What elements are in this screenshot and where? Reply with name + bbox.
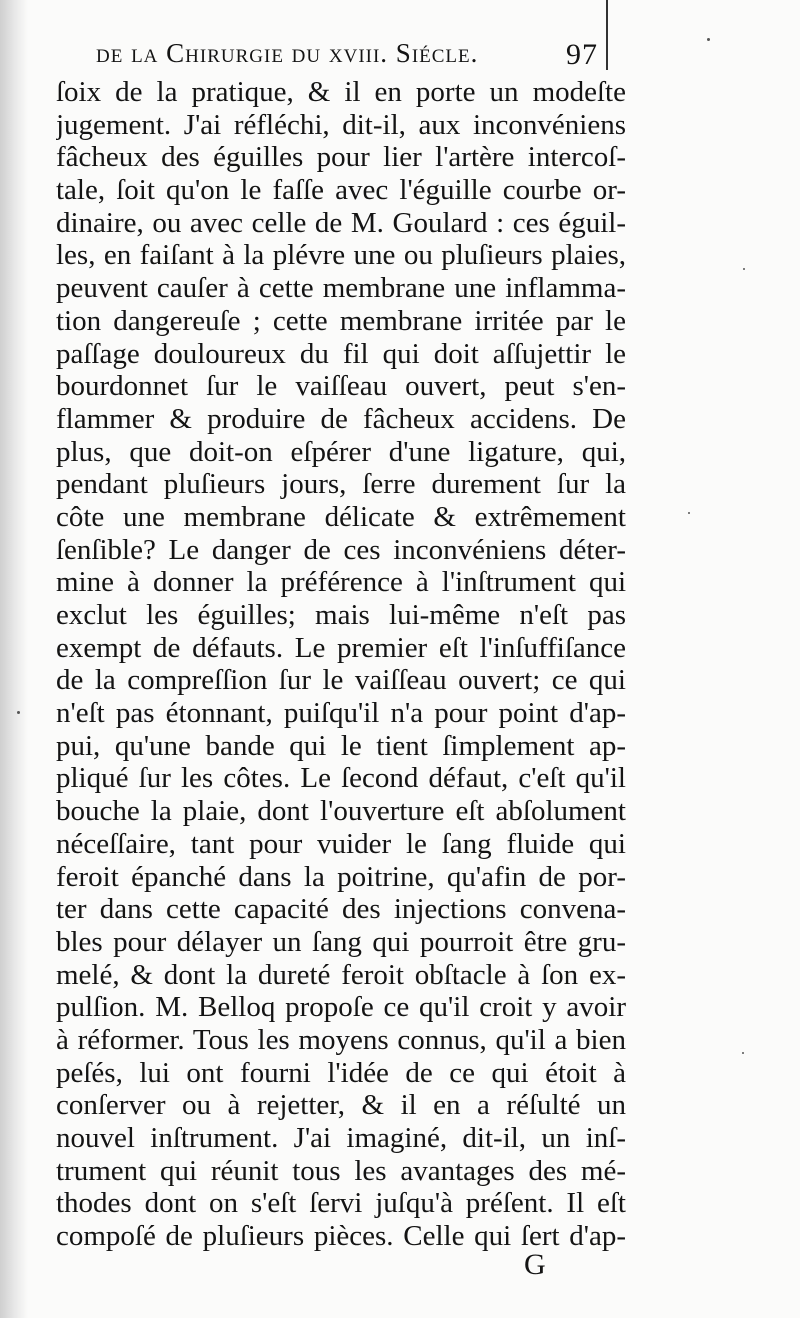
text-line: côte une membrane délicate & extrêmement — [56, 500, 626, 533]
text-line: à réformer. Tous les moyens connus, qu'il a bien — [56, 1023, 626, 1056]
text-line: pendant pluſieurs jours, ſerre durement ſur la — [56, 468, 626, 501]
ink-speck — [707, 38, 710, 41]
text-line: melé, & dont la dureté feroit obſtacle à ſon ex- — [56, 958, 626, 991]
running-title: de la Chirurgie du xviii. Siécle. — [96, 38, 479, 68]
text-line: tion dangereuſe ; cette membrane irritée par le — [56, 304, 626, 337]
text-line: compoſé de pluſieurs pièces. Celle qui ſert d'ap- — [56, 1220, 626, 1253]
ink-speck — [17, 711, 20, 714]
text-line: de la compreſſion ſur le vaiſſeau ouvert; ce qui — [56, 664, 626, 697]
text-line: les, en faiſant à la plévre une ou pluſieurs plaies, — [56, 239, 626, 272]
text-line: plus, que doit-on eſpérer d'une ligature, qui, — [56, 435, 626, 468]
text-line: exclut les éguilles; mais lui-même n'eſt pas — [56, 599, 626, 631]
page-header — [96, 38, 636, 78]
ink-speck — [742, 1052, 744, 1054]
text-line: nouvel inſtrument. J'ai imaginé, dit-il, un inſ- — [56, 1122, 626, 1154]
text-line: néceſſaire, tant pour vuider le ſang fluide qui — [56, 827, 626, 860]
signature-mark: G — [524, 1248, 546, 1281]
text-line: mine à donner la préférence à l'inſtrument qui — [56, 566, 626, 599]
text-line: pulſion. M. Belloq propoſe ce qu'il croit y avoir — [56, 991, 626, 1024]
text-line: thodes dont on s'eſt ſervi juſqu'à préſent. Il eſt — [56, 1187, 626, 1220]
text-line: n'eſt pas étonnant, puiſqu'il n'a pour point d'ap- — [56, 697, 626, 730]
text-line: ter dans cette capacité des injections convena- — [56, 893, 626, 926]
text-line: pui, qu'une bande qui le tient ſimplement ap- — [56, 729, 626, 762]
text-line: trument qui réunit tous les avantages des mé- — [56, 1154, 626, 1187]
text-line: exempt de défauts. Le premier eſt l'inſuffiſance — [56, 631, 626, 664]
text-line: ſenſible? Le danger de ces inconvéniens déter- — [56, 533, 626, 566]
text-line: bourdonnet ſur le vaiſſeau ouvert, peut s'en- — [56, 370, 626, 403]
ink-speck — [688, 512, 690, 514]
text-line: peuvent cauſer à cette membrane une inflamma- — [56, 272, 626, 305]
text-line: bouche la plaie, dont l'ouverture eſt abſolument — [56, 795, 626, 828]
ink-speck — [743, 268, 745, 270]
text-line: ſoix de la pratique, & il en porte un modeſte — [56, 76, 626, 108]
text-line: fâcheux des éguilles pour lier l'artère intercoſ- — [56, 141, 626, 174]
text-line: jugement. J'ai réfléchi, dit-il, aux inconvéniens — [56, 108, 626, 141]
text-line: bles pour délayer un ſang qui pourroit être gru- — [56, 925, 626, 958]
text-line: tale, ſoit qu'on le faſſe avec l'éguille courbe or- — [56, 174, 626, 207]
text-line: dinaire, ou avec celle de M. Goulard : ces éguil- — [56, 206, 626, 239]
text-line: peſés, lui ont fourni l'idée de ce qui étoit à — [56, 1056, 626, 1089]
body-text — [56, 76, 626, 1253]
page-number: 97 — [566, 38, 598, 71]
page-gutter-shadow — [0, 0, 28, 1318]
text-line: paſſage douloureux du fil qui doit aſſujettir le — [56, 337, 626, 370]
text-line: conſerver ou à rejetter, & il en a réſulté un — [56, 1089, 626, 1122]
text-line: flammer & produire de fâcheux accidens. De — [56, 402, 626, 435]
text-line: pliqué ſur les côtes. Le ſecond défaut, c'eſt qu'il — [56, 762, 626, 795]
text-line: feroit épanché dans la poitrine, qu'afin de por- — [56, 860, 626, 893]
